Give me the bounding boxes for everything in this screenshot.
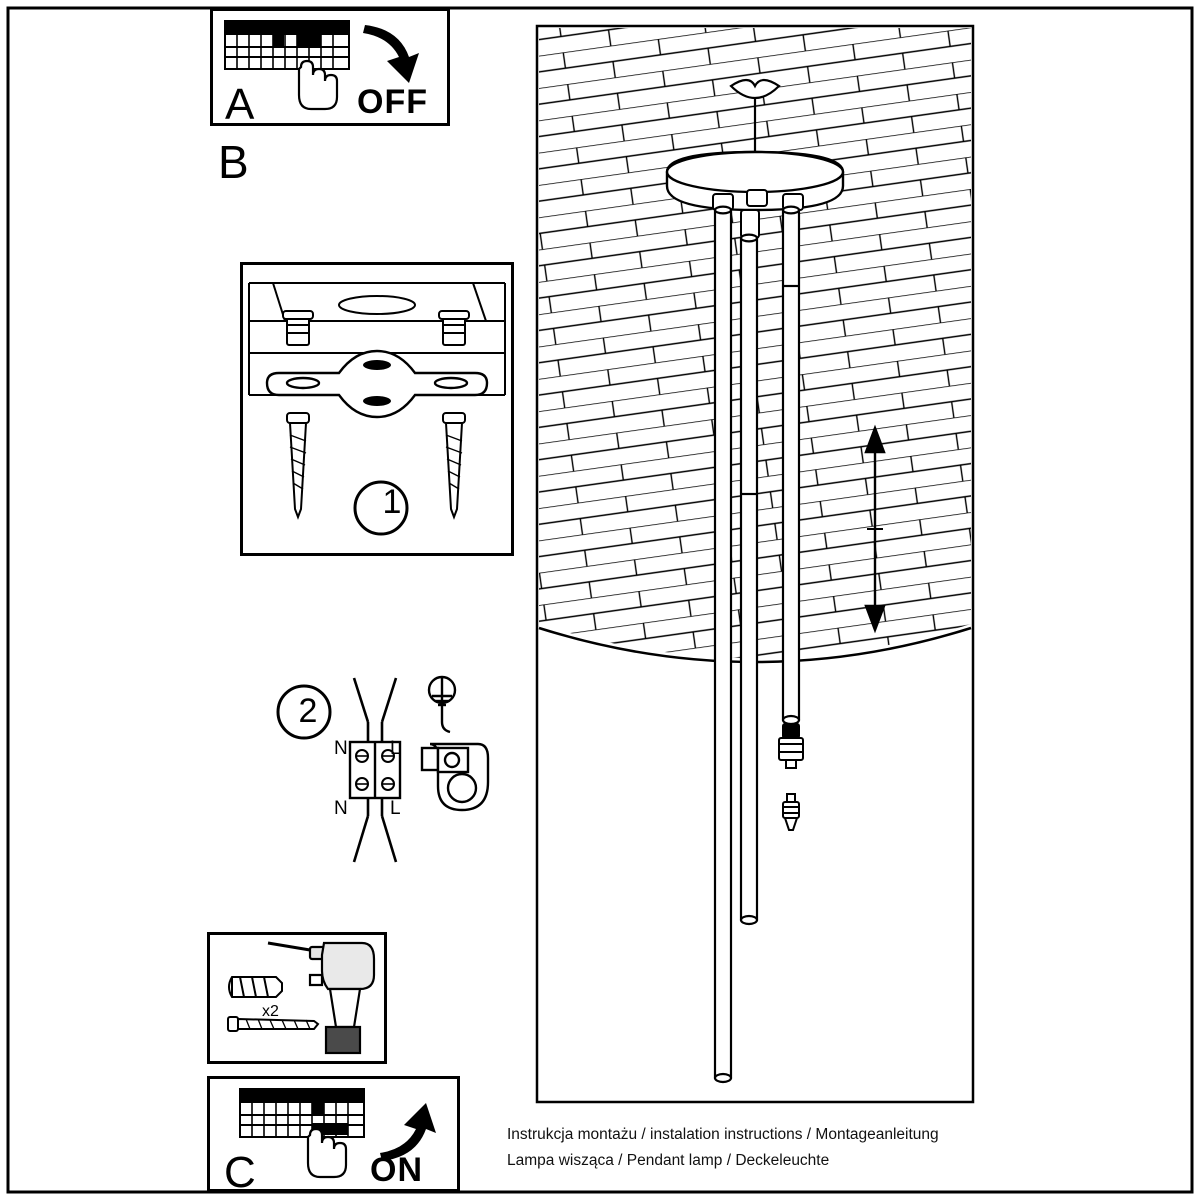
caption-line-2: Lampa wisząca / Pendant lamp / Deckeleuchte — [507, 1152, 830, 1169]
pendant-lamp-installation-diagram — [535, 24, 975, 1104]
terminal-label-n-bottom: N — [334, 798, 348, 819]
step-b-letter: B — [218, 136, 249, 188]
step-a-action-label: OFF — [357, 83, 428, 121]
step-c-letter: C — [224, 1148, 256, 1197]
screw-icon — [443, 413, 465, 517]
pendant-tube-medium — [741, 235, 757, 924]
step-a-letter: A — [225, 80, 255, 129]
earth-ground-icon — [429, 677, 455, 732]
wall-plug-icon — [439, 311, 469, 345]
pendant-tube-long — [715, 207, 731, 1082]
terminal-label-l-bottom: L — [390, 798, 401, 819]
tools-illustration — [210, 935, 384, 1061]
curved-arrow-down-icon — [363, 25, 419, 83]
step-b2-panel — [272, 670, 522, 870]
bulb-icon — [783, 794, 799, 830]
wall-plug-icon — [283, 311, 313, 345]
main-illustration-svg — [535, 24, 975, 1104]
step-number-1: 1 — [382, 483, 402, 521]
step-c-panel — [207, 1076, 460, 1197]
step-c-action-label: ON — [370, 1151, 423, 1189]
terminal-label-n-top: N — [334, 738, 348, 759]
bulb-socket-icon — [779, 724, 803, 768]
mounting-bracket-icon — [267, 351, 487, 417]
wall-plug-icon — [229, 977, 282, 997]
step-b1-panel — [240, 262, 514, 556]
step-number-2: 2 — [298, 692, 318, 730]
caption-line-1: Instrukcja montażu / instalation instructions / Montageanleitung — [507, 1126, 939, 1143]
pendant-tube-short — [783, 207, 799, 724]
cable-gland-icon — [422, 744, 488, 810]
caption-block — [507, 1122, 1147, 1174]
power-drill-icon — [268, 943, 374, 1053]
tools-panel — [207, 932, 387, 1064]
tools-quantity-label: x2 — [262, 1003, 279, 1020]
screw-icon — [287, 413, 309, 517]
step-a-panel — [210, 8, 450, 129]
terminal-label-l-top: L — [390, 738, 401, 759]
